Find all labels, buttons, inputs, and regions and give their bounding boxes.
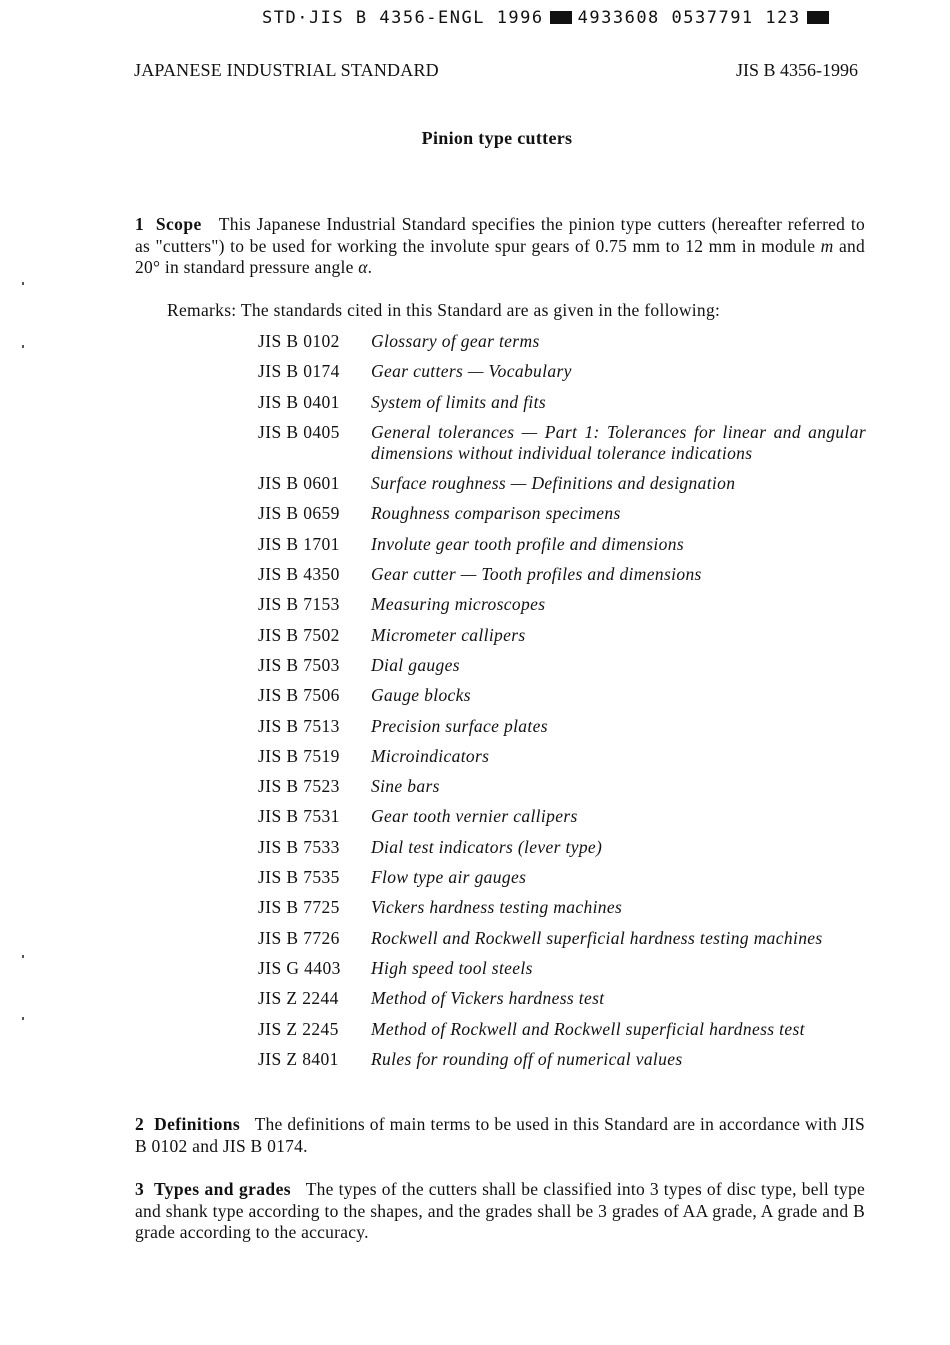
reference-title: High speed tool steels bbox=[371, 957, 533, 978]
reference-item bbox=[258, 928, 866, 949]
reference-item bbox=[258, 1049, 866, 1070]
reference-item bbox=[258, 625, 866, 646]
stamp-block-mark bbox=[550, 11, 572, 24]
reference-item bbox=[258, 503, 866, 524]
scan-speck bbox=[22, 282, 24, 285]
reference-title: Surface roughness — Definitions and designation bbox=[371, 473, 736, 494]
remarks-line: Remarks: The standards cited in this Standard are as given in the following: bbox=[167, 300, 721, 320]
document-stamp bbox=[262, 8, 862, 28]
header-standard-name: JAPANESE INDUSTRIAL STANDARD bbox=[134, 60, 439, 80]
reference-code: JIS Z 2245 bbox=[258, 1018, 339, 1039]
definitions-text: The definitions of main terms to be used in this Standard are in accordance with JIS B 0102 and JIS B 0174. bbox=[135, 1114, 865, 1156]
reference-item bbox=[258, 473, 866, 494]
reference-code: JIS B 0405 bbox=[258, 421, 340, 442]
definitions-section bbox=[135, 1114, 865, 1157]
reference-item bbox=[258, 837, 866, 858]
reference-title: Vickers hardness testing machines bbox=[371, 897, 623, 918]
reference-code: JIS B 7153 bbox=[258, 594, 340, 615]
reference-item bbox=[258, 594, 866, 615]
reference-code: JIS B 7513 bbox=[258, 715, 340, 736]
reference-item bbox=[258, 988, 866, 1009]
scope-heading: 1 Scope bbox=[135, 214, 202, 234]
reference-title: Gear cutter — Tooth profiles and dimensions bbox=[371, 564, 702, 585]
reference-title: Rules for rounding off of numerical values bbox=[371, 1048, 683, 1069]
reference-title: Gauge blocks bbox=[371, 685, 471, 706]
scope-section bbox=[135, 214, 865, 279]
reference-title: Gear cutters — Vocabulary bbox=[371, 361, 572, 382]
reference-title: Precision surface plates bbox=[371, 715, 548, 736]
scope-text-middle: and 20° in standard pressure angle bbox=[135, 235, 865, 277]
reference-title: Method of Rockwell and Rockwell superficial hardness test bbox=[371, 1018, 805, 1039]
references-list bbox=[258, 331, 866, 1079]
scope-text: This Japanese Industrial Standard specifies the pinion type cutters (hereafter referred to as "cutters") to be used for working the involute spur gears of 0.75 mm to 12 mm in module bbox=[135, 214, 865, 256]
reference-code: JIS G 4403 bbox=[258, 957, 341, 978]
scope-text-end: . bbox=[367, 257, 373, 277]
reference-code: JIS B 7531 bbox=[258, 806, 340, 827]
reference-code: JIS B 0601 bbox=[258, 473, 340, 494]
reference-code: JIS B 7725 bbox=[258, 897, 340, 918]
reference-item bbox=[258, 958, 866, 979]
stamp-text-left: STD·JIS B 4356-ENGL 1996 bbox=[262, 8, 544, 28]
reference-code: JIS B 7502 bbox=[258, 624, 340, 645]
reference-title: Sine bars bbox=[371, 776, 440, 797]
reference-title: Gear tooth vernier callipers bbox=[371, 806, 578, 827]
reference-title: Flow type air gauges bbox=[371, 867, 527, 888]
definitions-heading: 2 Definitions bbox=[135, 1114, 241, 1134]
reference-code: JIS B 7523 bbox=[258, 776, 340, 797]
reference-title: Dial test indicators (lever type) bbox=[371, 836, 603, 857]
reference-code: JIS B 7726 bbox=[258, 927, 340, 948]
reference-code: JIS B 0401 bbox=[258, 391, 340, 412]
reference-title: Involute gear tooth profile and dimensions bbox=[371, 533, 684, 554]
reference-title: Microindicators bbox=[371, 745, 490, 766]
reference-code: JIS B 7503 bbox=[258, 654, 340, 675]
scan-speck bbox=[22, 1017, 24, 1020]
stamp-block-mark-end bbox=[807, 11, 829, 24]
reference-code: JIS B 7506 bbox=[258, 685, 340, 706]
reference-item bbox=[258, 392, 866, 413]
reference-item bbox=[258, 897, 866, 918]
reference-title: Measuring microscopes bbox=[371, 594, 546, 615]
reference-item bbox=[258, 716, 866, 737]
scope-symbol-m: m bbox=[820, 235, 834, 256]
reference-code: JIS B 7535 bbox=[258, 867, 340, 888]
page-title: Pinion type cutters bbox=[421, 128, 573, 148]
reference-item bbox=[258, 655, 866, 676]
reference-item bbox=[258, 867, 866, 888]
reference-title: Method of Vickers hardness test bbox=[371, 988, 605, 1009]
reference-code: JIS B 7519 bbox=[258, 745, 340, 766]
reference-code: JIS Z 2244 bbox=[258, 988, 339, 1009]
reference-item bbox=[258, 331, 866, 352]
reference-item bbox=[258, 746, 866, 767]
reference-title: Roughness comparison specimens bbox=[371, 503, 621, 524]
reference-item bbox=[258, 361, 866, 382]
reference-item bbox=[258, 1019, 866, 1040]
reference-code: JIS B 1701 bbox=[258, 533, 340, 554]
scan-speck bbox=[22, 955, 24, 958]
reference-title: Dial gauges bbox=[371, 654, 460, 675]
reference-item bbox=[258, 564, 866, 585]
header-standard-number: JIS B 4356-1996 bbox=[735, 60, 858, 80]
reference-title: Rockwell and Rockwell superficial hardness testing machines bbox=[371, 927, 823, 948]
stamp-text-middle: 4933608 0537791 123 bbox=[577, 8, 801, 28]
reference-code: JIS B 0174 bbox=[258, 361, 340, 382]
reference-code: JIS B 0659 bbox=[258, 503, 340, 524]
reference-item bbox=[258, 806, 866, 827]
reference-item bbox=[258, 776, 866, 797]
reference-title: Micrometer callipers bbox=[371, 624, 526, 645]
reference-item bbox=[258, 534, 866, 555]
types-grades-section bbox=[135, 1179, 865, 1244]
reference-title: General tolerances — Part 1: Tolerances for linear and angular dimensions without individual tolerance indications bbox=[371, 421, 866, 463]
reference-code: JIS B 4350 bbox=[258, 564, 340, 585]
reference-code: JIS B 0102 bbox=[258, 331, 340, 351]
reference-item bbox=[258, 685, 866, 706]
reference-title: Glossary of gear terms bbox=[371, 331, 540, 351]
reference-item bbox=[258, 422, 866, 464]
reference-code: JIS B 7533 bbox=[258, 836, 340, 857]
types-grades-text: The types of the cutters shall be classified into 3 types of disc type, bell type and shank type according to the shapes, and the grades shall be 3 grades of AA grade, A grade and B grade according to the accuracy. bbox=[135, 1179, 865, 1242]
reference-code: JIS Z 8401 bbox=[258, 1048, 339, 1069]
scope-symbol-alpha: α bbox=[358, 257, 368, 277]
scan-speck bbox=[22, 345, 24, 348]
types-grades-heading: 3 Types and grades bbox=[135, 1179, 291, 1199]
reference-title: System of limits and fits bbox=[371, 391, 546, 412]
